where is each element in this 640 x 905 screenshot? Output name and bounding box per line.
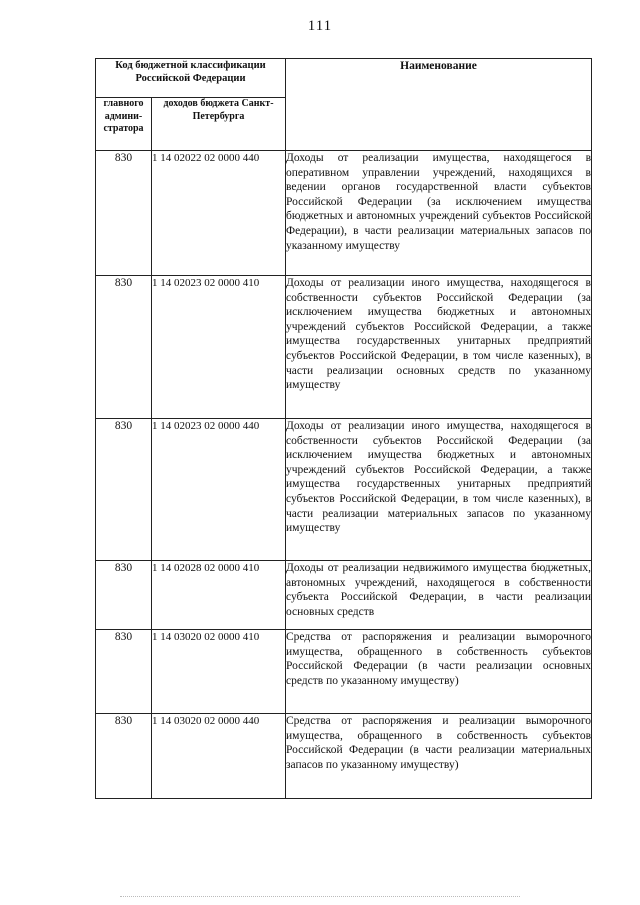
name-cell: Доходы от реализации недвижимого имущества бюджетных, автономных учреждений, находящегося в собственности субъекта Российской Федерации, в части реализации основных средств xyxy=(286,561,592,630)
table-row xyxy=(96,276,592,419)
admin-code-cell: 830 xyxy=(96,276,152,419)
name-cell: Доходы от реализации иного имущества, находящегося в собственности субъектов Российской Федерации (за исключением имущества бюджетных и автономных учреждений субъектов Российской Федерации, а также имущества государственных унитарных предприятий субъектов Российской Федерации, в том числе казенных), в части реализации основных средств по указанному имуществу xyxy=(286,276,592,419)
header-income: доходов бюджета Санкт-Петербурга xyxy=(152,98,286,151)
table-row xyxy=(96,630,592,714)
scan-artifact-line xyxy=(120,896,520,901)
admin-code-cell: 830 xyxy=(96,151,152,276)
income-code-cell: 1 14 02023 02 0000 440 xyxy=(152,419,286,561)
income-code-cell: 1 14 02023 02 0000 410 xyxy=(152,276,286,419)
name-cell: Средства от распоряжения и реализации выморочного имущества, обращенного в собственность субъектов Российской Федерации (в части реализации основных средств по указанному имуществу) xyxy=(286,630,592,714)
name-cell: Доходы от реализации имущества, находящегося в оперативном управлении учреждений, находящихся в ведении органов государственной власти субъектов Российской Федерации (за исключением имущества бюджетных и автономных учреждений субъектов Российской Федерации), в части реализации материальных запасов по указанному имуществу xyxy=(286,151,592,276)
table-row xyxy=(96,151,592,276)
income-code-cell: 1 14 02022 02 0000 440 xyxy=(152,151,286,276)
header-admin: главного админи-стратора xyxy=(96,98,152,151)
admin-code-cell: 830 xyxy=(96,561,152,630)
income-code-cell: 1 14 03020 02 0000 410 xyxy=(152,630,286,714)
admin-code-cell: 830 xyxy=(96,714,152,799)
page-number: 111 xyxy=(307,18,333,34)
name-cell: Доходы от реализации иного имущества, находящегося в собственности субъектов Российской Федерации (за исключением имущества бюджетных и автономных учреждений субъектов Российской Федерации, а также имущества государственных унитарных предприятий субъектов Российской Федерации, в том числе казенных), в части реализации материальных запасов по указанному имуществу xyxy=(286,419,592,561)
income-code-cell: 1 14 03020 02 0000 440 xyxy=(152,714,286,799)
admin-code-cell: 830 xyxy=(96,419,152,561)
income-code-cell: 1 14 02028 02 0000 410 xyxy=(152,561,286,630)
admin-code-cell: 830 xyxy=(96,630,152,714)
table-row xyxy=(96,561,592,630)
table-row xyxy=(96,419,592,561)
header-classification-code: Код бюджетной классификации Российской Федерации xyxy=(96,59,286,98)
name-cell: Средства от распоряжения и реализации выморочного имущества, обращенного в собственность субъектов Российской Федерации (в части реализации материальных запасов по указанному имуществу) xyxy=(286,714,592,799)
budget-classification-table xyxy=(95,58,592,799)
table-row xyxy=(96,714,592,799)
header-name: Наименование xyxy=(286,59,592,151)
